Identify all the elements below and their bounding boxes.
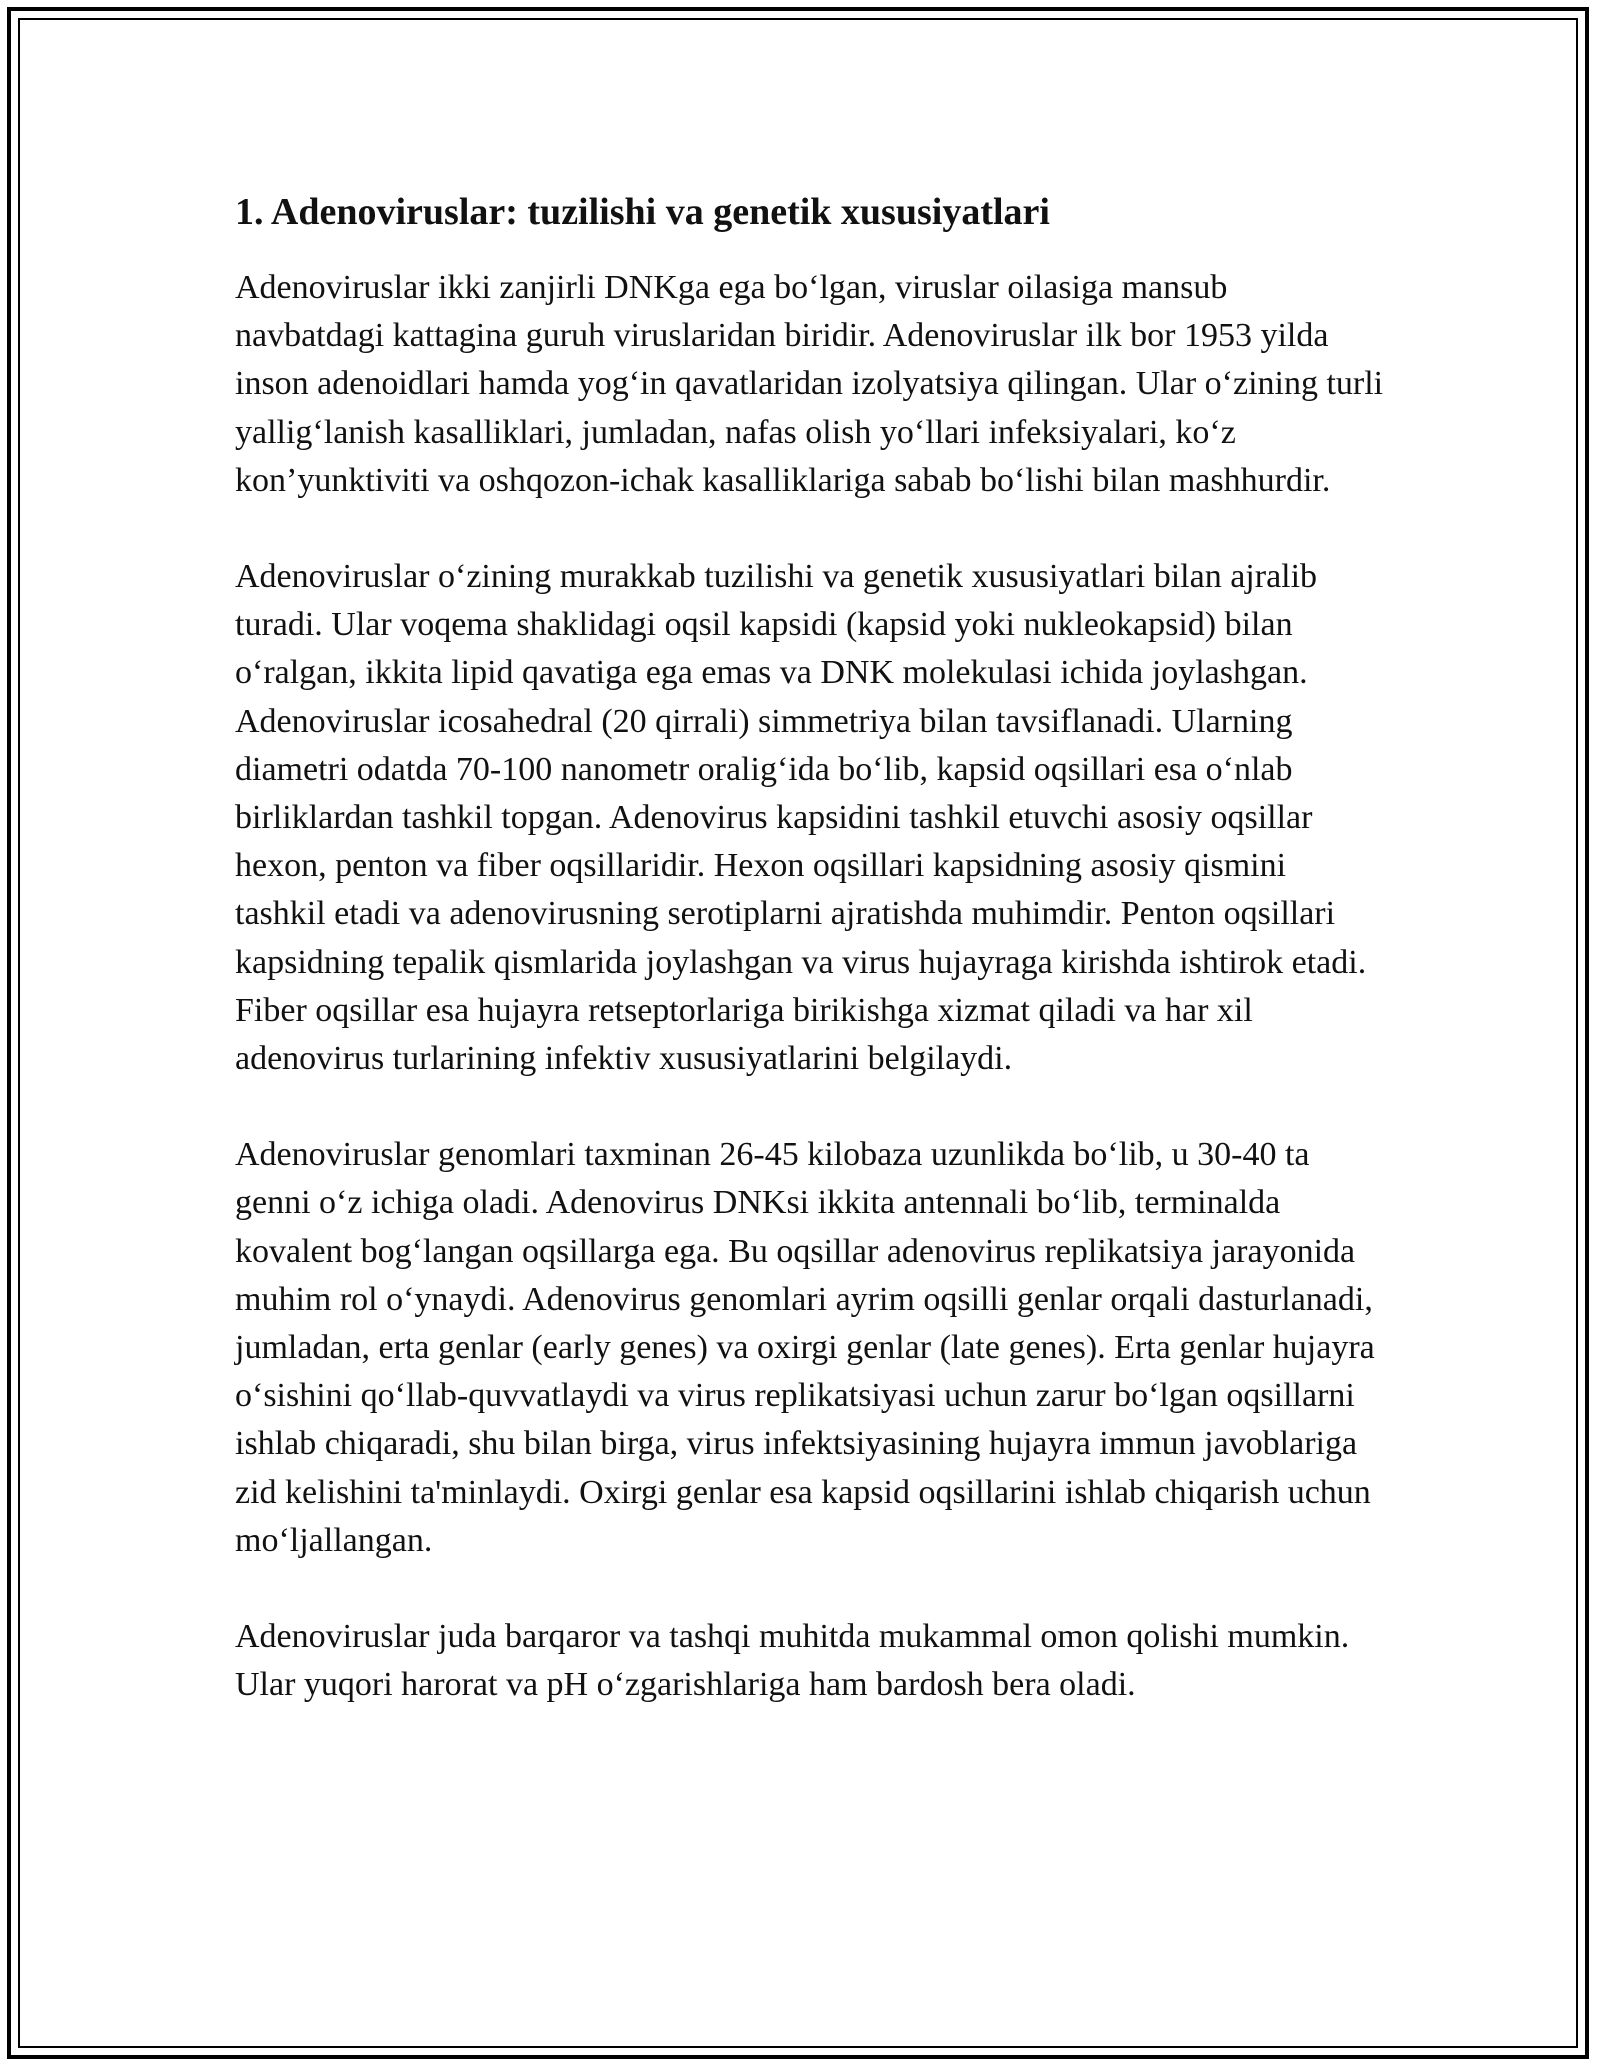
- paragraph-genome: Adenoviruslar genomlari taxminan 26-45 kilobaza uzunlikda bo‘lib, u 30-40 ta genni o‘z ichiga oladi. Adenovirus DNKsi ikkita antennali bo‘lib, terminalda kovalent bog‘langan oqsillarga ega. Bu oqsillar adenovirus replikatsiya jarayonida muhim rol o‘ynaydi. Adenovirus genomlari ayrim oqsilli genlar orqali dasturlanadi, jumladan, erta genlar (early genes) va oxirgi genlar (late genes). Erta genlar hujayra o‘sishini qo‘llab-quvvatlaydi va virus replikatsiyasi uchun zarur bo‘lgan oqsillarni ishlab chiqaradi, shu bilan birga, virus infektsiyasining hujayra immun javoblariga zid kelishini ta'minlaydi. Oxirgi genlar esa kapsid oqsillarini ishlab chiqarish uchun mo‘ljallangan.: [235, 1136, 1375, 1559]
- paragraph-stability: Adenoviruslar juda barqaror va tashqi muhitda mukammal omon qolishi mumkin. Ular yuqori harorat va pH o‘zgarishlariga ham bardosh bera oladi.: [235, 1618, 1350, 1704]
- paragraph-structure: Adenoviruslar o‘zining murakkab tuzilishi va genetik xususiyatlari bilan ajralib turadi. Ular voqema shaklidagi oqsil kapsidi (kapsid yoki nukleokapsid) bilan o‘ralgan, ikkita lipid qavatiga ega emas va DNK molekulasi ichida joylashgan. Adenoviruslar icosahedral (20 qirrali) simmetriya bilan tavsiflanadi. Ularning diametri odatda 70-100 nanometr oralig‘ida bo‘lib, kapsid oqsillari esa o‘nlab birliklardan tashkil topgan. Adenovirus kapsidini tashkil etuvchi asosiy oqsillar hexon, penton va fiber oqsillaridir. Hexon oqsillari kapsidning asosiy qismini tashkil etadi va adenovirusning serotiplarni ajratishda muhimdir. Penton oqsillari kapsidning tepalik qismlarida joylashgan va virus hujayraga kirishda ishtirok etadi. Fiber oqsillar esa hujayra retseptorlariga birikishga xizmat qiladi va har xil adenovirus turlarining infektiv xususiyatlarini belgilaydi.: [235, 558, 1367, 1078]
- paragraph-intro: Adenoviruslar ikki zanjirli DNKga ega bo‘lgan, viruslar oilasiga mansub navbatdagi kattagina guruh viruslaridan biridir. Adenoviruslar ilk bor 1953 yilda inson adenoidlari hamda yog‘in qavatlaridan izolyatsiya qilingan. Ular o‘zining turli yallig‘lanish kasalliklari, jumladan, nafas olish yo‘llari infeksiyalari, ko‘z kon’yunktiviti va oshqozon-ichak kasalliklariga sabab bo‘lishi bilan mashhurdir.: [235, 269, 1384, 499]
- section-heading: 1. Adenoviruslar: tuzilishi va genetik xususiyatlari: [235, 191, 1050, 233]
- document-body: [235, 186, 1385, 1757]
